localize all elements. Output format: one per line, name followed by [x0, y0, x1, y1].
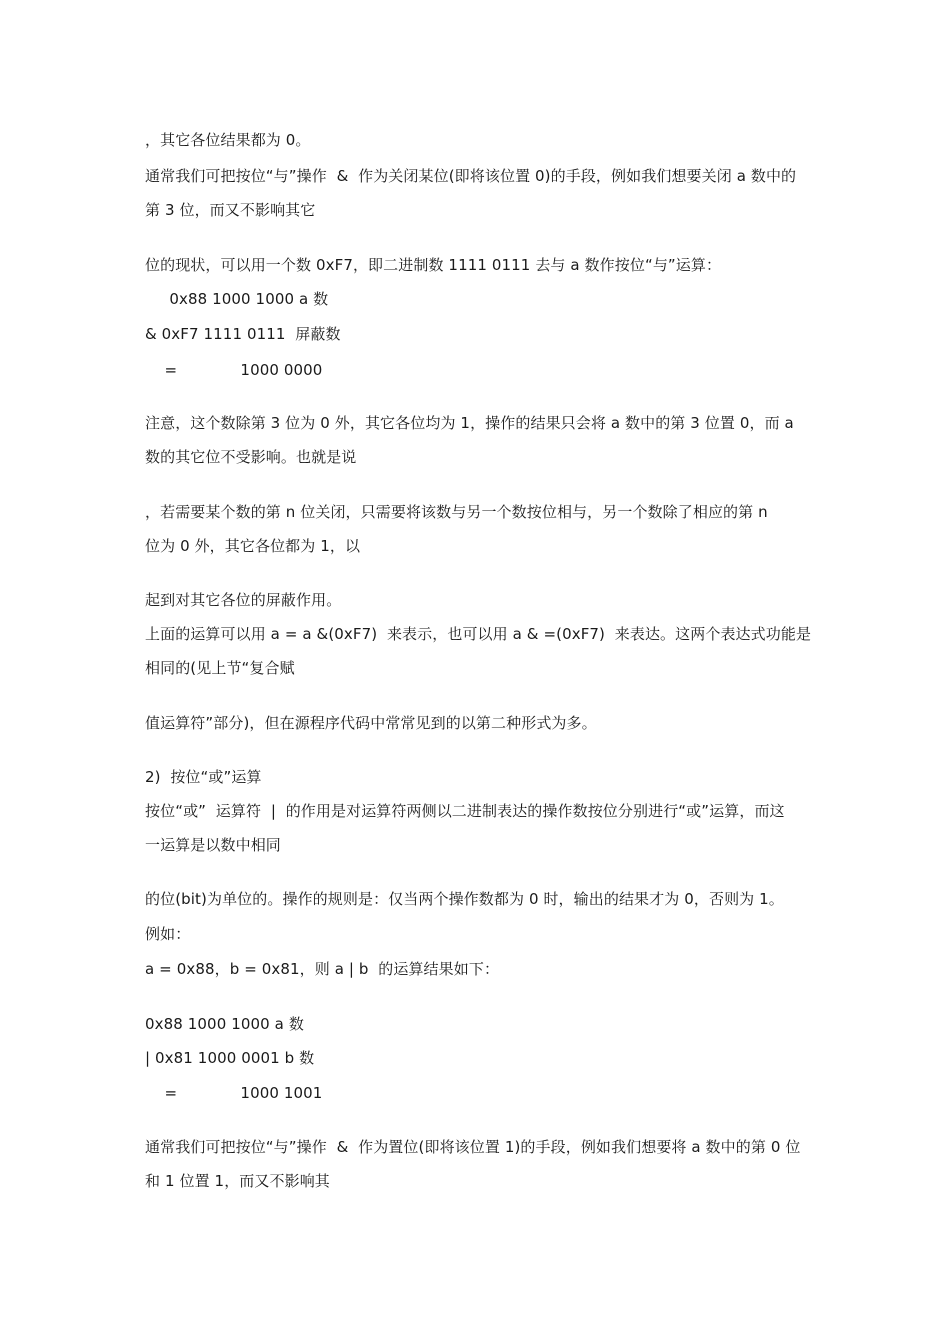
text-line: 注意，这个数除第 3 位为 0 外，其它各位均为 1，操作的结果只会将 a 数中的第 3 位置 0，而 a	[145, 414, 794, 432]
text-line: 按位“或” 运算符 | 的作用是对运算符两侧以二进制表达的操作数按位分别进行“或”运算，而这	[145, 802, 785, 820]
text-line: 起到对其它各位的屏蔽作用。	[145, 591, 342, 609]
text-line: 通常我们可把按位“与”操作 & 作为置位(即将该位置 1)的手段，例如我们想要将 a 数中的第 0 位	[145, 1138, 801, 1156]
text-line: 的位(bit)为单位的。操作的规则是：仅当两个操作数都为 0 时，输出的结果才为 0，否则为 1。	[145, 890, 784, 908]
text-line: 值运算符”部分)，但在源程序代码中常常见到的以第二种形式为多。	[145, 714, 597, 732]
section-heading: 2) 按位“或”运算	[145, 768, 262, 786]
text-line: 第 3 位，而又不影响其它	[145, 201, 316, 219]
text-line: 相同的(见上节“复合赋	[145, 659, 295, 677]
text-line: 位为 0 外，其它各位都为 1，以	[145, 537, 361, 555]
code-line: & 0xF7 1111 0111 屏蔽数	[145, 325, 341, 343]
code-line: 0x88 1000 1000 a 数	[145, 1015, 304, 1033]
code-line: 0x88 1000 1000 a 数	[145, 290, 329, 308]
code-line: | 0x81 1000 0001 b 数	[145, 1049, 315, 1067]
text-line: 位的现状，可以用一个数 0xF7，即二进制数 1111 0111 去与 a 数作按位“与”运算：	[145, 256, 722, 274]
text-line: ，其它各位结果都为 0。	[145, 131, 311, 149]
text-line: 上面的运算可以用 a = a &(0xF7) 来表示，也可以用 a & =(0xF7) 来表达。这两个表达式功能是	[145, 625, 812, 643]
text-line: a = 0x88，b = 0x81，则 a | b 的运算结果如下：	[145, 960, 500, 978]
text-line: 和 1 位置 1，而又不影响其	[145, 1172, 330, 1190]
text-line: 数的其它位不受影响。也就是说	[145, 448, 357, 466]
text-line: ，若需要某个数的第 n 位关闭，只需要将该数与另一个数按位相与，另一个数除了相应的第 n	[145, 503, 768, 521]
text-line: 例如：	[145, 925, 191, 943]
code-line: = 1000 1001	[145, 1084, 323, 1102]
text-line: 一运算是以数中相同	[145, 836, 281, 854]
code-line: = 1000 0000	[145, 361, 323, 379]
text-line: 通常我们可把按位“与”操作 & 作为关闭某位(即将该位置 0)的手段，例如我们想要关闭 a 数中的	[145, 167, 797, 185]
